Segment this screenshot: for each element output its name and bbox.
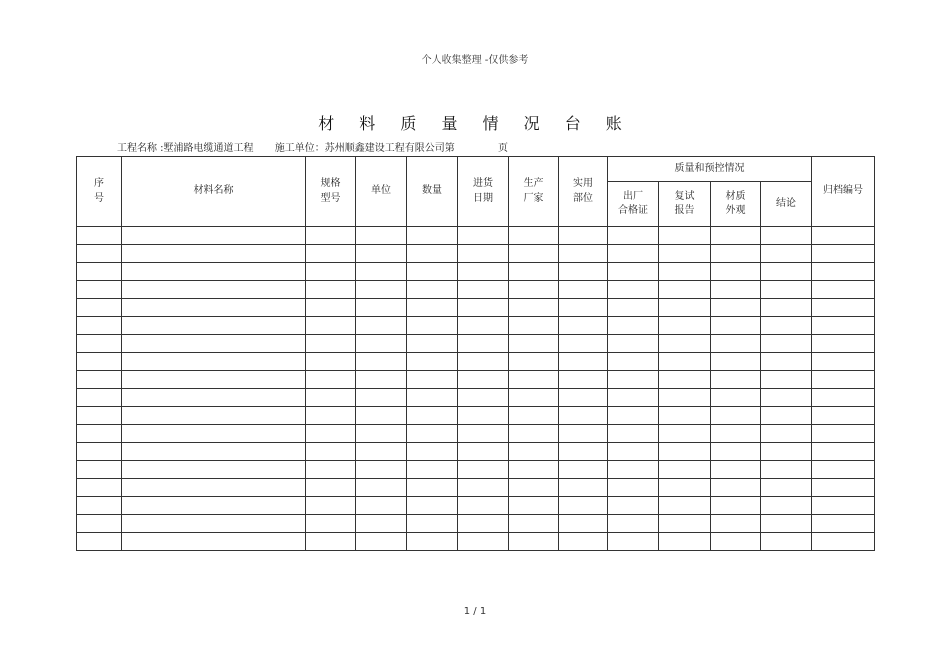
table-cell[interactable] <box>559 299 608 317</box>
table-cell[interactable] <box>509 461 559 479</box>
table-cell[interactable] <box>306 245 356 263</box>
table-cell[interactable] <box>608 245 659 263</box>
table-cell[interactable] <box>306 497 356 515</box>
table-cell[interactable] <box>458 407 509 425</box>
table-cell[interactable] <box>812 461 875 479</box>
table-cell[interactable] <box>559 371 608 389</box>
table-cell[interactable] <box>77 515 122 533</box>
table-cell[interactable] <box>711 227 761 245</box>
table-cell[interactable] <box>458 425 509 443</box>
project-name-value: 墅浦路电缆通道工程 <box>163 143 254 154</box>
table-cell[interactable] <box>356 461 407 479</box>
table-cell[interactable] <box>711 317 761 335</box>
header-quality-group: 质量和预控情况 <box>608 157 812 182</box>
header-conclusion: 结论 <box>761 182 812 227</box>
table-cell[interactable] <box>509 263 559 281</box>
table-cell[interactable] <box>458 245 509 263</box>
table-cell[interactable] <box>559 335 608 353</box>
table-cell[interactable] <box>509 515 559 533</box>
table-cell[interactable] <box>559 317 608 335</box>
table-cell[interactable] <box>356 497 407 515</box>
table-cell[interactable] <box>77 227 122 245</box>
table-cell[interactable] <box>356 425 407 443</box>
table-cell[interactable] <box>559 461 608 479</box>
table-row <box>77 389 875 407</box>
table-cell[interactable] <box>711 515 761 533</box>
table-cell[interactable] <box>559 263 608 281</box>
table-cell[interactable] <box>77 335 122 353</box>
table-cell[interactable] <box>356 299 407 317</box>
table-cell[interactable] <box>306 533 356 551</box>
table-cell[interactable] <box>356 407 407 425</box>
table-cell[interactable] <box>509 389 559 407</box>
table-cell[interactable] <box>509 245 559 263</box>
table-cell[interactable] <box>812 407 875 425</box>
table-cell[interactable] <box>306 263 356 281</box>
table-cell[interactable] <box>458 389 509 407</box>
table-row <box>77 479 875 497</box>
table-cell[interactable] <box>77 425 122 443</box>
table-cell[interactable] <box>812 371 875 389</box>
table-cell[interactable] <box>77 281 122 299</box>
table-cell[interactable] <box>659 245 711 263</box>
project-name-label: 工程名称 : <box>117 143 164 154</box>
table-cell[interactable] <box>711 335 761 353</box>
table-cell[interactable] <box>659 425 711 443</box>
table-cell[interactable] <box>122 479 306 497</box>
table-cell[interactable] <box>659 281 711 299</box>
table-cell[interactable] <box>608 533 659 551</box>
table-cell[interactable] <box>509 335 559 353</box>
table-cell[interactable] <box>77 407 122 425</box>
table-cell[interactable] <box>306 443 356 461</box>
table-cell[interactable] <box>659 299 711 317</box>
table-cell[interactable] <box>659 353 711 371</box>
table-cell[interactable] <box>77 245 122 263</box>
table-cell[interactable] <box>659 227 711 245</box>
table-cell[interactable] <box>509 371 559 389</box>
table-cell[interactable] <box>608 407 659 425</box>
header-factory-certificate: 出厂 合格证 <box>608 182 659 227</box>
table-cell[interactable] <box>608 299 659 317</box>
table-cell[interactable] <box>122 407 306 425</box>
table-cell[interactable] <box>306 479 356 497</box>
table-cell[interactable] <box>659 335 711 353</box>
table-cell[interactable] <box>407 335 458 353</box>
table-cell[interactable] <box>356 263 407 281</box>
table-cell[interactable] <box>458 317 509 335</box>
table-cell[interactable] <box>761 335 812 353</box>
table-cell[interactable] <box>356 317 407 335</box>
table-cell[interactable] <box>761 299 812 317</box>
table-cell[interactable] <box>812 443 875 461</box>
table-cell[interactable] <box>77 389 122 407</box>
table-cell[interactable] <box>77 497 122 515</box>
table-cell[interactable] <box>711 263 761 281</box>
table-row <box>77 353 875 371</box>
table-cell[interactable] <box>509 425 559 443</box>
table-cell[interactable] <box>509 533 559 551</box>
table-cell[interactable] <box>761 461 812 479</box>
table-cell[interactable] <box>812 515 875 533</box>
header-material-name: 材料名称 <box>122 157 306 227</box>
table-cell[interactable] <box>122 299 306 317</box>
table-cell[interactable] <box>458 461 509 479</box>
ledger-body <box>77 227 875 551</box>
table-cell[interactable] <box>812 497 875 515</box>
header-retest-report: 复试 报告 <box>659 182 711 227</box>
table-cell[interactable] <box>122 227 306 245</box>
table-cell[interactable] <box>761 407 812 425</box>
table-cell[interactable] <box>356 479 407 497</box>
table-cell[interactable] <box>812 317 875 335</box>
table-cell[interactable] <box>509 353 559 371</box>
table-cell[interactable] <box>812 299 875 317</box>
table-cell[interactable] <box>608 479 659 497</box>
table-cell[interactable] <box>608 389 659 407</box>
table-cell[interactable] <box>306 515 356 533</box>
table-cell[interactable] <box>608 263 659 281</box>
table-cell[interactable] <box>122 389 306 407</box>
table-cell[interactable] <box>122 425 306 443</box>
table-cell[interactable] <box>761 245 812 263</box>
page-number: 1 / 1 <box>463 606 487 617</box>
table-cell[interactable] <box>458 515 509 533</box>
table-cell[interactable] <box>608 281 659 299</box>
table-cell[interactable] <box>458 227 509 245</box>
table-cell[interactable] <box>122 461 306 479</box>
table-cell[interactable] <box>306 389 356 407</box>
table-cell[interactable] <box>509 497 559 515</box>
table-cell[interactable] <box>608 227 659 245</box>
table-cell[interactable] <box>356 515 407 533</box>
table-cell[interactable] <box>509 299 559 317</box>
table-cell[interactable] <box>608 497 659 515</box>
table-cell[interactable] <box>306 461 356 479</box>
table-cell[interactable] <box>812 533 875 551</box>
table-cell[interactable] <box>356 353 407 371</box>
table-cell[interactable] <box>122 533 306 551</box>
table-cell[interactable] <box>77 353 122 371</box>
table-cell[interactable] <box>761 227 812 245</box>
header-seq: 序 号 <box>77 157 122 227</box>
table-cell[interactable] <box>407 371 458 389</box>
table-cell[interactable] <box>659 407 711 425</box>
table-cell[interactable] <box>559 515 608 533</box>
table-cell[interactable] <box>407 263 458 281</box>
table-cell[interactable] <box>509 281 559 299</box>
table-row <box>77 533 875 551</box>
table-cell[interactable] <box>608 335 659 353</box>
table-cell[interactable] <box>559 497 608 515</box>
table-cell[interactable] <box>659 389 711 407</box>
table-cell[interactable] <box>356 389 407 407</box>
table-row <box>77 263 875 281</box>
table-cell[interactable] <box>812 479 875 497</box>
table-cell[interactable] <box>761 479 812 497</box>
table-cell[interactable] <box>559 389 608 407</box>
project-info-line <box>117 139 508 154</box>
table-cell[interactable] <box>659 533 711 551</box>
table-cell[interactable] <box>407 281 458 299</box>
table-cell[interactable] <box>608 353 659 371</box>
table-cell[interactable] <box>659 263 711 281</box>
table-cell[interactable] <box>306 407 356 425</box>
table-cell[interactable] <box>122 245 306 263</box>
table-cell[interactable] <box>77 299 122 317</box>
table-cell[interactable] <box>458 281 509 299</box>
table-row <box>77 317 875 335</box>
table-cell[interactable] <box>761 533 812 551</box>
table-cell[interactable] <box>122 335 306 353</box>
table-cell[interactable] <box>407 353 458 371</box>
table-cell[interactable] <box>122 353 306 371</box>
table-row <box>77 407 875 425</box>
table-cell[interactable] <box>608 461 659 479</box>
table-cell[interactable] <box>659 317 711 335</box>
table-cell[interactable] <box>356 335 407 353</box>
table-cell[interactable] <box>306 425 356 443</box>
table-cell[interactable] <box>711 497 761 515</box>
table-row <box>77 245 875 263</box>
table-cell[interactable] <box>77 371 122 389</box>
table-cell[interactable] <box>711 425 761 443</box>
construction-unit-value: 苏州顺鑫建设工程有限公司第 <box>324 143 455 154</box>
table-cell[interactable] <box>407 425 458 443</box>
table-cell[interactable] <box>458 479 509 497</box>
table-cell[interactable] <box>711 389 761 407</box>
table-row <box>77 371 875 389</box>
table-row <box>77 461 875 479</box>
table-cell[interactable] <box>458 497 509 515</box>
table-cell[interactable] <box>608 317 659 335</box>
header-unit: 单位 <box>356 157 407 227</box>
table-cell[interactable] <box>559 407 608 425</box>
table-cell[interactable] <box>407 443 458 461</box>
table-cell[interactable] <box>608 425 659 443</box>
table-cell[interactable] <box>407 497 458 515</box>
table-row <box>77 443 875 461</box>
table-cell[interactable] <box>407 299 458 317</box>
table-cell[interactable] <box>407 479 458 497</box>
table-cell[interactable] <box>711 479 761 497</box>
header-quantity: 数量 <box>407 157 458 227</box>
page-suffix: 页 <box>497 143 508 154</box>
table-cell[interactable] <box>659 443 711 461</box>
table-cell[interactable] <box>122 281 306 299</box>
table-cell[interactable] <box>608 371 659 389</box>
table-cell[interactable] <box>458 371 509 389</box>
table-cell[interactable] <box>77 317 122 335</box>
table-cell[interactable] <box>761 371 812 389</box>
table-cell[interactable] <box>458 353 509 371</box>
table-cell[interactable] <box>559 443 608 461</box>
table-cell[interactable] <box>356 227 407 245</box>
table-cell[interactable] <box>407 317 458 335</box>
table-cell[interactable] <box>458 533 509 551</box>
table-cell[interactable] <box>407 461 458 479</box>
table-cell[interactable] <box>306 299 356 317</box>
header-usage-location: 实用 部位 <box>559 157 608 227</box>
table-cell[interactable] <box>812 245 875 263</box>
table-cell[interactable] <box>559 227 608 245</box>
table-cell[interactable] <box>509 407 559 425</box>
table-cell[interactable] <box>812 335 875 353</box>
table-cell[interactable] <box>711 299 761 317</box>
table-cell[interactable] <box>608 515 659 533</box>
table-cell[interactable] <box>559 245 608 263</box>
table-cell[interactable] <box>812 281 875 299</box>
table-cell[interactable] <box>711 461 761 479</box>
table-cell[interactable] <box>306 353 356 371</box>
table-row <box>77 227 875 245</box>
table-cell[interactable] <box>812 227 875 245</box>
table-cell[interactable] <box>122 497 306 515</box>
table-cell[interactable] <box>122 443 306 461</box>
header-spec: 规格 型号 <box>306 157 356 227</box>
table-cell[interactable] <box>659 371 711 389</box>
page-title: 材 料 质 量 情 况 台 账 <box>318 114 632 133</box>
table-cell[interactable] <box>122 371 306 389</box>
table-cell[interactable] <box>761 443 812 461</box>
table-cell[interactable] <box>509 479 559 497</box>
table-cell[interactable] <box>659 497 711 515</box>
construction-unit-label: 施工单位： <box>274 143 325 154</box>
table-cell[interactable] <box>711 353 761 371</box>
table-cell[interactable] <box>122 263 306 281</box>
table-cell[interactable] <box>77 533 122 551</box>
header-manufacturer: 生产 厂家 <box>509 157 559 227</box>
table-cell[interactable] <box>711 443 761 461</box>
table-cell[interactable] <box>77 263 122 281</box>
table-cell[interactable] <box>407 389 458 407</box>
table-cell[interactable] <box>458 443 509 461</box>
table-row <box>77 497 875 515</box>
table-cell[interactable] <box>509 443 559 461</box>
table-cell[interactable] <box>407 407 458 425</box>
table-cell[interactable] <box>559 353 608 371</box>
table-cell[interactable] <box>812 353 875 371</box>
table-cell[interactable] <box>356 443 407 461</box>
table-cell[interactable] <box>407 227 458 245</box>
table-cell[interactable] <box>77 461 122 479</box>
table-cell[interactable] <box>711 371 761 389</box>
table-cell[interactable] <box>306 227 356 245</box>
table-cell[interactable] <box>559 425 608 443</box>
table-cell[interactable] <box>761 263 812 281</box>
table-cell[interactable] <box>356 371 407 389</box>
table-cell[interactable] <box>761 281 812 299</box>
table-cell[interactable] <box>77 443 122 461</box>
table-cell[interactable] <box>761 389 812 407</box>
table-cell[interactable] <box>761 425 812 443</box>
table-cell[interactable] <box>509 317 559 335</box>
table-cell[interactable] <box>711 407 761 425</box>
table-cell[interactable] <box>761 497 812 515</box>
table-cell[interactable] <box>306 371 356 389</box>
table-row <box>77 425 875 443</box>
table-cell[interactable] <box>711 245 761 263</box>
table-cell[interactable] <box>306 335 356 353</box>
table-cell[interactable] <box>458 263 509 281</box>
table-row <box>77 281 875 299</box>
table-cell[interactable] <box>812 389 875 407</box>
table-cell[interactable] <box>458 335 509 353</box>
header-material-appearance: 材质 外观 <box>711 182 761 227</box>
table-cell[interactable] <box>761 515 812 533</box>
header-note: 个人收集整理 -仅供参考 <box>421 55 529 66</box>
table-cell[interactable] <box>659 515 711 533</box>
table-cell[interactable] <box>659 479 711 497</box>
table-row <box>77 299 875 317</box>
table-cell[interactable] <box>608 443 659 461</box>
table-cell[interactable] <box>761 353 812 371</box>
table-cell[interactable] <box>407 245 458 263</box>
table-cell[interactable] <box>122 515 306 533</box>
table-cell[interactable] <box>559 479 608 497</box>
table-cell[interactable] <box>407 533 458 551</box>
table-cell[interactable] <box>356 533 407 551</box>
table-cell[interactable] <box>122 317 306 335</box>
material-ledger-table <box>76 156 875 551</box>
table-cell[interactable] <box>458 299 509 317</box>
table-cell[interactable] <box>659 461 711 479</box>
table-cell[interactable] <box>306 317 356 335</box>
table-cell[interactable] <box>77 479 122 497</box>
table-cell[interactable] <box>306 281 356 299</box>
table-cell[interactable] <box>711 281 761 299</box>
table-cell[interactable] <box>761 317 812 335</box>
table-cell[interactable] <box>356 245 407 263</box>
table-cell[interactable] <box>812 263 875 281</box>
table-row <box>77 515 875 533</box>
table-cell[interactable] <box>711 533 761 551</box>
table-row <box>77 335 875 353</box>
table-cell[interactable] <box>559 533 608 551</box>
table-cell[interactable] <box>356 281 407 299</box>
table-cell[interactable] <box>559 281 608 299</box>
table-cell[interactable] <box>812 425 875 443</box>
table-cell[interactable] <box>509 227 559 245</box>
header-arrival-date: 进货 日期 <box>458 157 509 227</box>
header-archive-no: 归档编号 <box>812 157 875 227</box>
table-cell[interactable] <box>407 515 458 533</box>
